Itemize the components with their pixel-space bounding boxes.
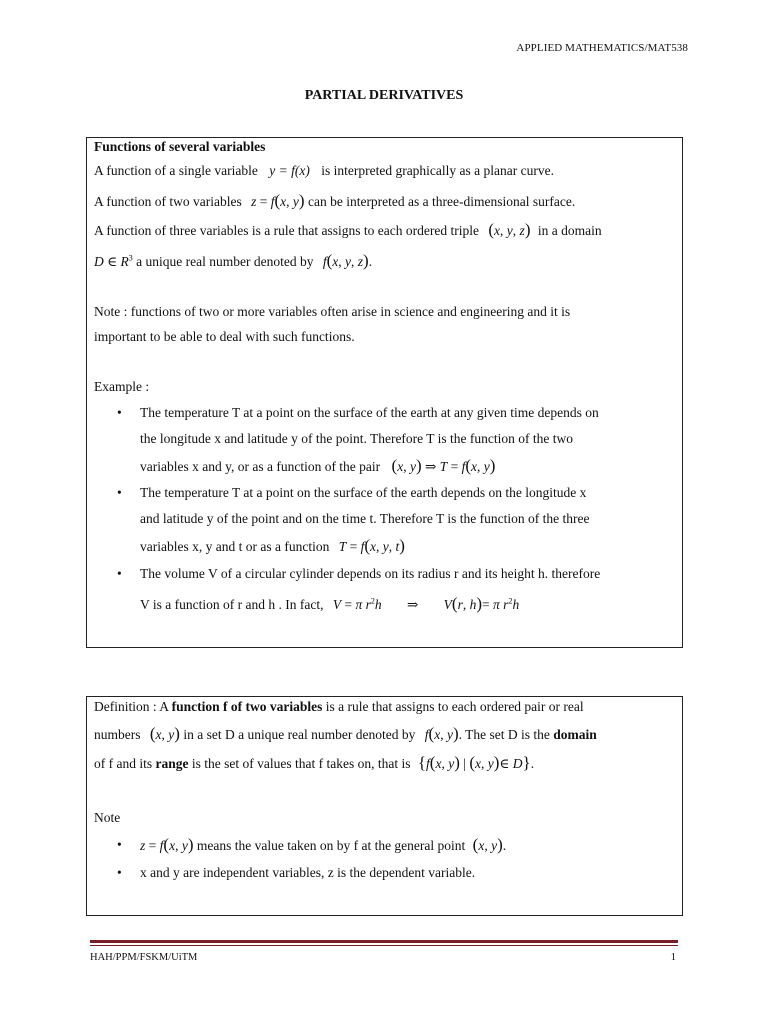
note-line-2: important to be able to deal with such functions. [94, 329, 355, 344]
bullet2-line1: The temperature T at a point on the surface of the earth depends on the longitude x [140, 485, 587, 500]
bullet1-line3: variables x and y, or as a function of the pair (x, y) ⇒ T = f(x, y) [140, 456, 496, 475]
bullet3-line2: V is a function of r and h . In fact, V = π $r^2h$ ⇒ V(r, h)= π $r^2h$ [140, 594, 520, 613]
page-number: 1 [670, 952, 676, 963]
page-title: PARTIAL DERIVATIVES [304, 88, 464, 103]
definition-line-2: numbers (x, y) in a set D a unique real number denoted by f(x, y). The set D is the domain [94, 724, 597, 743]
footer-institution: HAH/PPM/FSKM/UiTM [90, 952, 198, 963]
note-label: Note [94, 810, 121, 825]
bullet1-line1: The temperature T at a point on the surface of the earth at any given time depends on [140, 405, 599, 420]
bullet3-line1: The volume V of a circular cylinder depends on its radius r and its height h. therefore [140, 566, 601, 581]
note-item-1: z = f(x, y) means the value taken on by f at the general point (x, y). [140, 835, 507, 854]
bullet-icon: • [117, 837, 122, 852]
bullet-icon: • [117, 405, 122, 420]
functions-box [86, 137, 683, 648]
bullet-icon: • [117, 865, 122, 880]
note-item-2: x and y are independent variables, z is the dependent variable. [140, 865, 476, 880]
bullet-icon: • [117, 566, 122, 581]
line-two-variables: A function of two variables z = f(x, y) can be interpreted as a three-dimensional surface. [94, 191, 576, 210]
line-domain: D ∈ $R^3$ a unique real number denoted by f(x, y, z). [94, 251, 373, 270]
footer-rule [90, 940, 678, 943]
box-heading: Functions of several variables [94, 139, 266, 154]
bullet2-line2: and latitude y of the point and on the time t. Therefore T is the function of the three [140, 511, 590, 526]
bullet-icon: • [117, 485, 122, 500]
footer-rule-thin [90, 945, 678, 946]
example-label: Example : [94, 379, 150, 394]
line-three-variables: A function of three variables is a rule that assigns to each ordered triple (x, y, z) in a domain [94, 220, 602, 239]
note-line-1: Note : functions of two or more variables often arise in science and engineering and it is [94, 304, 571, 319]
definition-line-1: Definition : A function f of two variables is a rule that assigns to each ordered pair or real [94, 699, 584, 714]
definition-line-3: of f and its range is the set of values that f takes on, that is {f(x, y) | (x, y)∈ D}. [94, 753, 535, 772]
header-course: APPLIED MATHEMATICS/MAT538 [516, 42, 688, 54]
bullet2-line3: variables x, y and t or as a function T = f(x, y, t) [140, 536, 405, 555]
definition-box [86, 696, 683, 916]
line-single-variable: A function of a single variable y = f(x) is interpreted graphically as a planar curve. [94, 163, 554, 178]
bullet1-line2: the longitude x and latitude y of the point. Therefore T is the function of the two [140, 431, 574, 446]
